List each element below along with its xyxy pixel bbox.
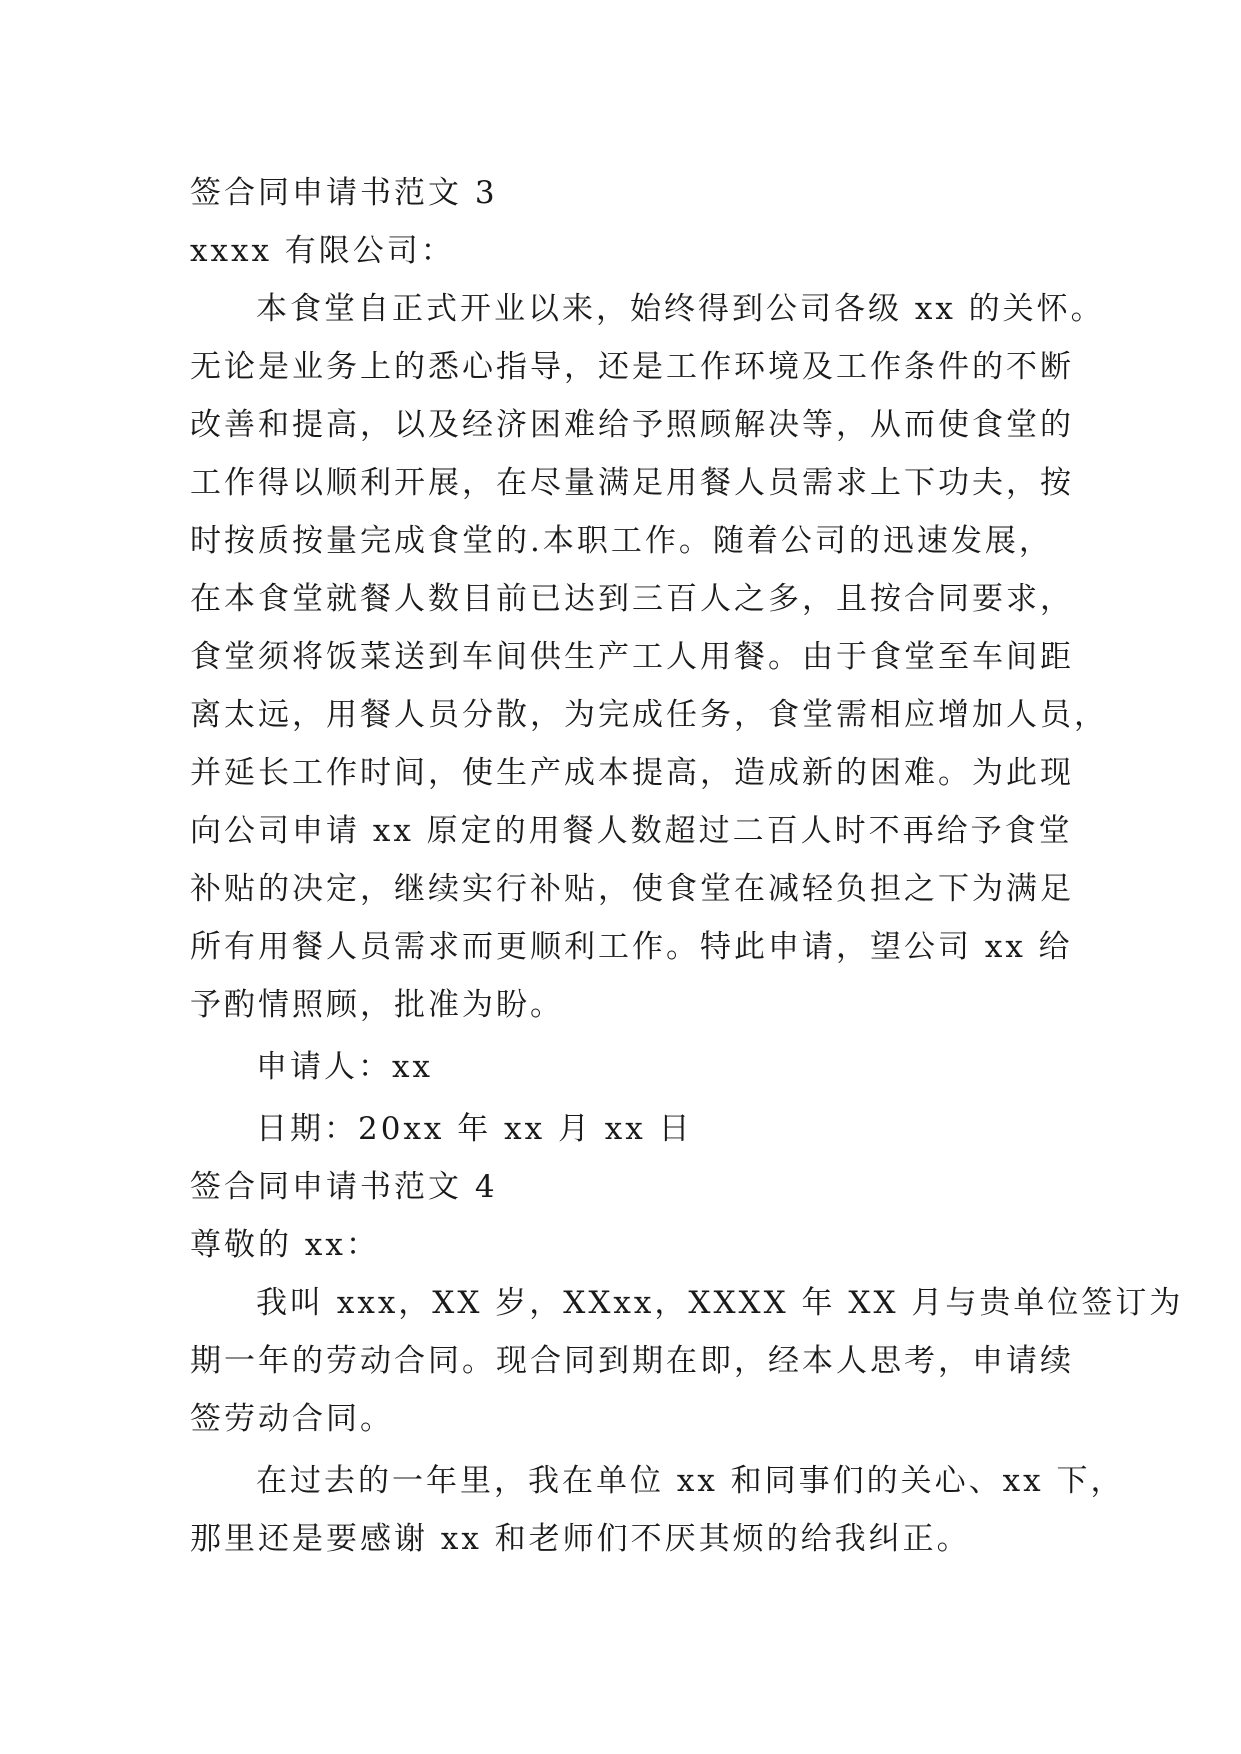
paragraph-line: 本食堂自正式开业以来，始终得到公司各级 xx 的关怀。: [256, 291, 1105, 327]
paragraph-line: 离太远，用餐人员分散，为完成任务，食堂需相应增加人员，: [190, 697, 1108, 733]
paragraph-line: 无论是业务上的悉心指导，还是工作环境及工作条件的不断: [190, 349, 1074, 385]
salutation: xxxx 有限公司：: [190, 233, 455, 269]
paragraph-line: 补贴的决定，继续实行补贴，使食堂在减轻负担之下为满足: [190, 871, 1074, 907]
paragraph-line: 期一年的劳动合同。现合同到期在即，经本人思考，申请续: [190, 1343, 1074, 1379]
section-title: 签合同申请书范文 4: [190, 1169, 498, 1205]
paragraph-line: 并延长工作时间，使生产成本提高，造成新的困难。为此现: [190, 755, 1074, 791]
paragraph-line: 予酌情照顾，批准为盼。: [190, 987, 564, 1023]
document-body: [190, 164, 1184, 1568]
body-paragraph: [190, 1274, 1184, 1448]
paragraph-line: 所有用餐人员需求而更顺利工作。特此申请，望公司 xx 给: [190, 929, 1073, 965]
date-line: 日期：20xx 年 xx 月 xx 日: [256, 1111, 693, 1147]
salutation: 尊敬的 xx：: [190, 1227, 380, 1263]
paragraph-line: 在过去的一年里，我在单位 xx 和同事们的关心、xx 下，: [256, 1463, 1125, 1499]
section-title: 签合同申请书范文 3: [190, 175, 498, 211]
paragraph-line: 时按质按量完成食堂的.本职工作。随着公司的迅速发展，: [190, 523, 1053, 559]
applicant-line: 申请人：xx: [256, 1049, 433, 1085]
paragraph-line: 我叫 xxx，XX 岁，XXxx，XXXX 年 XX 月与贵单位签订为: [256, 1285, 1184, 1321]
paragraph-line: 工作得以顺利开展，在尽量满足用餐人员需求上下功夫，按: [190, 465, 1074, 501]
paragraph-line: 向公司申请 xx 原定的用餐人数超过二百人时不再给予食堂: [190, 813, 1073, 849]
paragraph-line: 改善和提高，以及经济困难给予照顾解决等，从而使食堂的: [190, 407, 1074, 443]
body-paragraph: [190, 1452, 1125, 1568]
paragraph-line: 签劳动合同。: [190, 1401, 394, 1437]
paragraph-line: 食堂须将饭菜送到车间供生产工人用餐。由于食堂至车间距: [190, 639, 1074, 675]
paragraph-line: 那里还是要感谢 xx 和老师们不厌其烦的给我纠正。: [190, 1521, 971, 1557]
body-paragraph: [190, 280, 1108, 1034]
paragraph-line: 在本食堂就餐人数目前已达到三百人之多，且按合同要求，: [190, 581, 1074, 617]
